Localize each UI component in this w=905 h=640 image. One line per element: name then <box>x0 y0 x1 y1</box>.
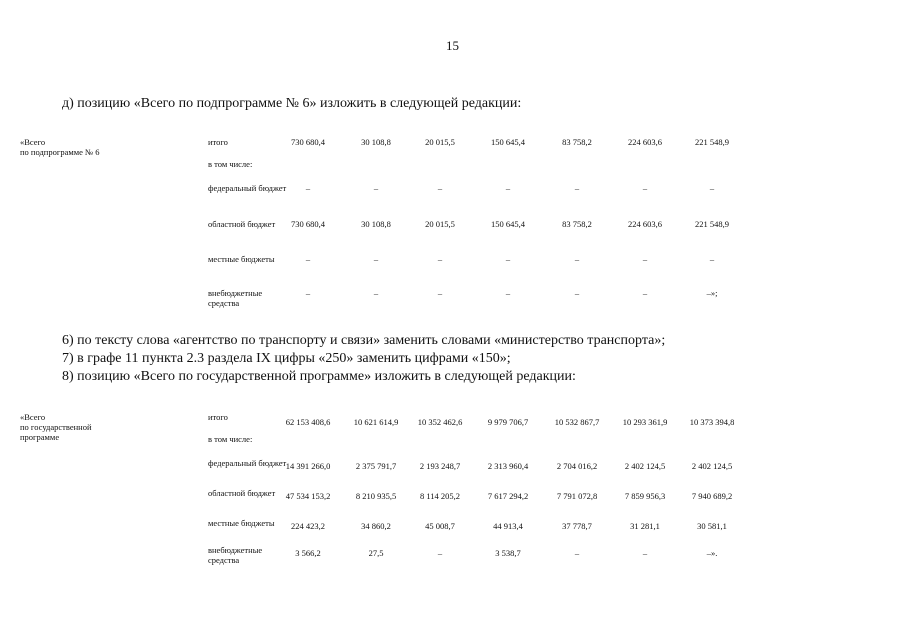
row-value: 2 704 016,2 <box>556 461 598 471</box>
row-value: 10 373 394,8 <box>689 417 735 427</box>
row-value: –». <box>706 548 718 558</box>
row-value: 27,5 <box>368 548 384 558</box>
row-value: – <box>437 254 443 264</box>
row-value: 30 108,8 <box>361 137 391 147</box>
row-value: 34 860,2 <box>361 521 391 531</box>
row-value: 8 114 205,2 <box>419 491 461 501</box>
row-category: внебюджетные средства <box>208 288 263 308</box>
row-value: 10 532 867,7 <box>554 417 600 427</box>
row-value: – <box>574 548 580 558</box>
row-value: – <box>437 288 443 298</box>
row-category: областной бюджет <box>208 219 276 229</box>
row-value: 8 210 935,5 <box>355 491 397 501</box>
row-value: – <box>505 288 511 298</box>
item-8: 8) позицию «Всего по государственной программе» изложить в следующей редакции: <box>62 369 576 384</box>
row-value: – <box>305 183 311 193</box>
table-label-line: «Всего <box>20 412 46 422</box>
table-label-line: по государственной <box>20 422 92 432</box>
row-value: 44 913,4 <box>493 521 523 531</box>
row-value: 14 391 266,0 <box>285 461 331 471</box>
row-value: 7 617 294,2 <box>487 491 529 501</box>
row-value: 2 375 791,7 <box>355 461 397 471</box>
row-value: – <box>709 254 715 264</box>
row-value: 9 979 706,7 <box>487 417 529 427</box>
row-value: 730 680,4 <box>291 219 325 229</box>
row-value: –»; <box>706 288 718 298</box>
row-value: 221 548,9 <box>695 219 729 229</box>
table-label <box>20 137 100 157</box>
row-value: 2 402 124,5 <box>691 461 733 471</box>
row-value: – <box>437 183 443 193</box>
table-label-line: программе <box>20 432 60 442</box>
row-category: местные бюджеты <box>208 518 275 528</box>
row-value: 62 153 408,6 <box>285 417 331 427</box>
row-category: итого <box>208 137 228 147</box>
table-label-line: по подпрограмме № 6 <box>20 147 100 157</box>
row-value: – <box>373 254 379 264</box>
row-category: федеральный бюджет <box>208 183 287 193</box>
row-value: – <box>373 183 379 193</box>
row-value: 2 402 124,5 <box>624 461 666 471</box>
row-value: 224 603,6 <box>628 219 662 229</box>
heading-d: д) позицию «Всего по подпрограмме № 6» изложить в следующей редакции: <box>62 96 522 111</box>
row-value: 3 566,2 <box>295 548 321 558</box>
row-value: 2 313 960,4 <box>487 461 529 471</box>
row-category: федеральный бюджет <box>208 458 287 468</box>
table-label <box>20 412 92 442</box>
row-value: 7 791 072,8 <box>556 491 598 501</box>
row-value: 7 940 689,2 <box>691 491 733 501</box>
row-category: в том числе: <box>208 159 253 169</box>
row-value: 730 680,4 <box>291 137 325 147</box>
row-value: – <box>305 254 311 264</box>
row-value: – <box>642 183 648 193</box>
row-value: 224 423,2 <box>291 521 325 531</box>
row-category: областной бюджет <box>208 488 276 498</box>
row-category: итого <box>208 412 228 422</box>
row-value: – <box>642 548 648 558</box>
row-value: 20 015,5 <box>425 137 455 147</box>
item-6: 6) по тексту слова «агентство по транспорту и связи» заменить словами «министерство транспорта»; <box>62 333 666 348</box>
row-category: местные бюджеты <box>208 254 275 264</box>
row-value: 2 193 248,7 <box>419 461 461 471</box>
row-value: 31 281,1 <box>630 521 660 531</box>
row-value: – <box>574 254 580 264</box>
row-category: в том числе: <box>208 434 253 444</box>
row-value: 30 108,8 <box>361 219 391 229</box>
row-value: 10 621 614,9 <box>353 417 399 427</box>
row-value: – <box>642 288 648 298</box>
row-value: – <box>305 288 311 298</box>
page-number: 15 <box>446 38 459 53</box>
row-category: внебюджетные средства <box>208 545 263 565</box>
row-value: 47 534 153,2 <box>285 491 331 501</box>
row-value: – <box>505 183 511 193</box>
row-value: – <box>709 183 715 193</box>
row-value: 10 293 361,9 <box>622 417 668 427</box>
row-value: – <box>574 183 580 193</box>
row-value: 224 603,6 <box>628 137 662 147</box>
row-value: 3 538,7 <box>495 548 521 558</box>
row-value: 7 859 956,3 <box>624 491 666 501</box>
row-value: 37 778,7 <box>562 521 592 531</box>
row-value: – <box>505 254 511 264</box>
row-value: – <box>574 288 580 298</box>
row-value: 83 758,2 <box>562 219 592 229</box>
item-7: 7) в графе 11 пункта 2.3 раздела IX цифры «250» заменить цифрами «150»; <box>62 351 511 366</box>
row-value: 221 548,9 <box>695 137 729 147</box>
row-value: 30 581,1 <box>697 521 727 531</box>
row-value: – <box>437 548 443 558</box>
row-value: 150 645,4 <box>491 137 525 147</box>
row-value: 20 015,5 <box>425 219 455 229</box>
row-value: 83 758,2 <box>562 137 592 147</box>
table-label-line: «Всего <box>20 137 46 147</box>
row-value: 10 352 462,6 <box>417 417 463 427</box>
row-value: 45 008,7 <box>425 521 455 531</box>
row-value: – <box>373 288 379 298</box>
row-value: – <box>642 254 648 264</box>
row-value: 150 645,4 <box>491 219 525 229</box>
